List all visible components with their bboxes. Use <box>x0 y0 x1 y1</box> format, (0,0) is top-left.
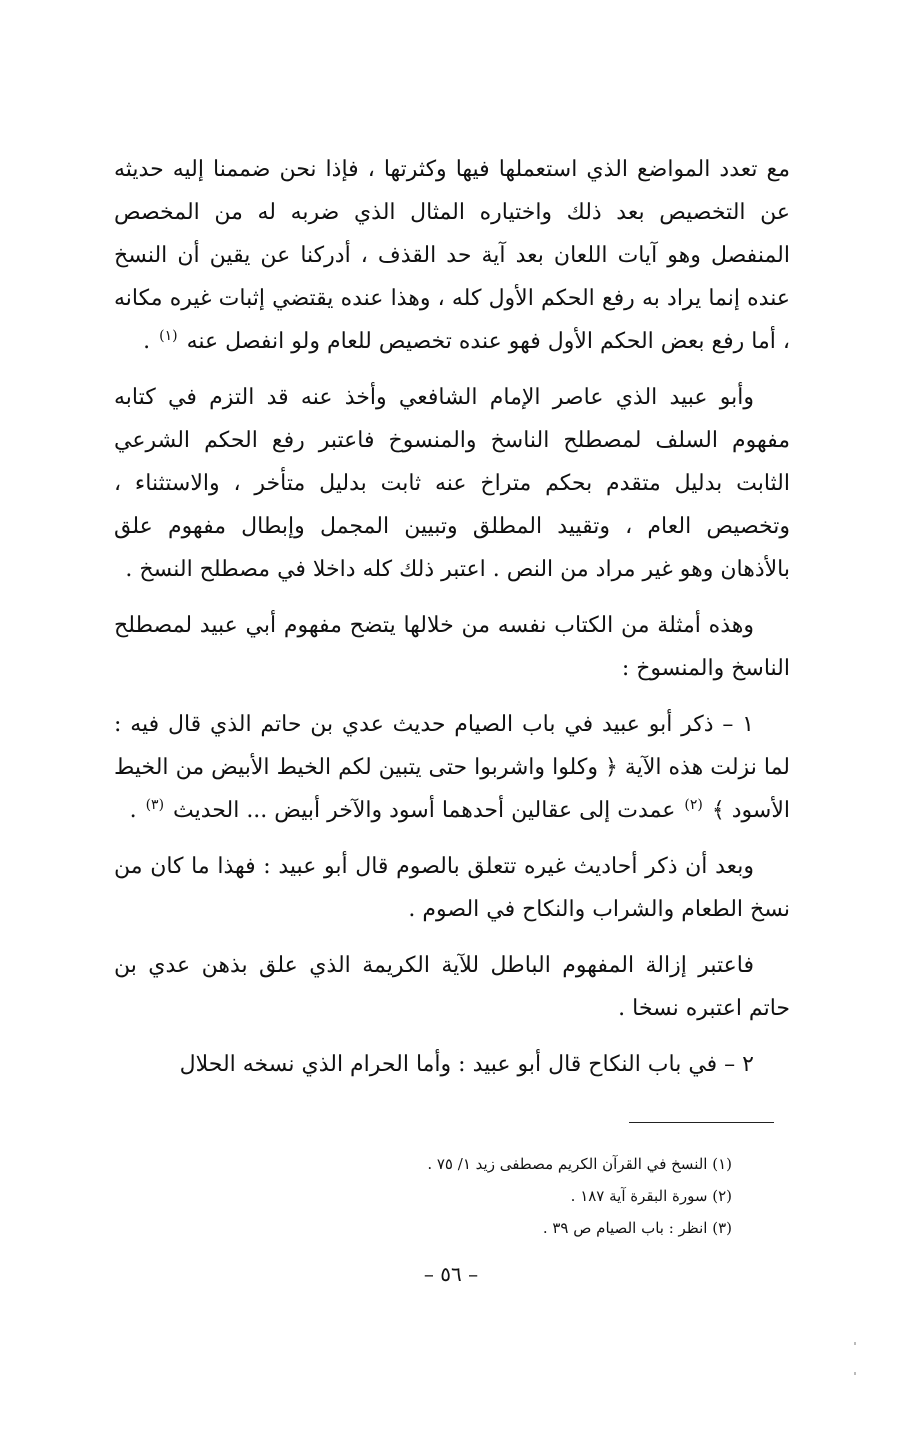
paragraph-6-text: فاعتبر إزالة المفهوم الباطل للآية الكريمة الذي علق بذهن عدي بن حاتم اعتبره نسخا . <box>114 953 790 1021</box>
scan-speck <box>854 1342 856 1345</box>
page-number: – ٥٦ – <box>423 1262 479 1286</box>
paragraph-7 <box>114 1043 790 1086</box>
paragraph-4-text: ١ – ذكر أبو عبيد في باب الصيام حديث عدي بن حاتم الذي قال فيه : لما نزلت هذه الآية ﴿ وكلوا واشربوا حتى يتبين لكم الخيط الأبيض من الخيط الأسود ﴾ <box>114 712 790 823</box>
paragraph-2 <box>114 376 790 591</box>
footnote-ref-2[interactable]: (٢) <box>684 796 703 813</box>
paragraph-3-text: وهذه أمثلة من الكتاب نفسه من خلالها يتضح مفهوم أبي عبيد لمصطلح الناسخ والمنسوخ : <box>114 613 790 681</box>
footnote-ref-3[interactable]: (٣) <box>145 796 165 813</box>
footnotes <box>132 1148 732 1244</box>
paragraph-2-text: وأبو عبيد الذي عاصر الإمام الشافعي وأخذ عنه قد التزم في كتابه مفهوم السلف لمصطلح الناسخ والمنسوخ فاعتبر رفع الحكم الشرعي الثابت بدليل متقدم بحكم متراخ عنه ثابت بدليل متأخر ، والاستثناء ، وتخصيص العام ، وتقييد المطلق وتبيين المجمل وإبطال مفهوم علق بالأذهان وهو غير مراد من النص . اعتبر ذلك كله داخلا في مصطلح النسخ . <box>114 385 790 582</box>
scan-speck <box>854 1372 856 1375</box>
paragraph-1-text: مع تعدد المواضع الذي استعملها فيها وكثرتها ، فإذا نحن ضممنا إليه حديثه عن التخصيص بعد ذلك واختياره المثال الذي ضربه له من المخصص المنفصل وهو آيات اللعان بعد آية حد القذف ، أدركنا عن يقين أن النسخ عنده إنما يراد به رفع الحكم الأول كله ، وهذا عنده يقتضي إثبات غيره مكانه ، أما رفع بعض الحكم الأول فهو عنده تخصيص للعام ولو انفصل عنه <box>114 157 790 354</box>
footnote-3: (٣) انظر : باب الصيام ص ٣٩ . <box>542 1219 732 1237</box>
body-text <box>114 148 790 1099</box>
paragraph-5 <box>114 845 790 931</box>
footnote-2: (٢) سورة البقرة آية ١٨٧ . <box>570 1187 732 1205</box>
paragraph-4-text-cont: عمدت إلى عقالين أحدهما أسود والآخر أبيض ... الحديث <box>173 798 683 823</box>
footnote-ref-1[interactable]: (١) <box>159 327 178 344</box>
footnote-1: (١) النسخ في القرآن الكريم مصطفى زيد ١/ ٧٥ . <box>427 1155 732 1173</box>
paragraph-7-text: ٢ – في باب النكاح قال أبو عبيد : وأما الحرام الذي نسخه الحلال <box>179 1052 754 1077</box>
paragraph-3 <box>114 604 790 690</box>
paragraph-4-end: . <box>129 798 144 823</box>
paragraph-6 <box>114 944 790 1030</box>
paragraph-5-text: وبعد أن ذكر أحاديث غيره تتعلق بالصوم قال أبو عبيد : فهذا ما كان من نسخ الطعام والشراب والنكاح في الصوم . <box>114 854 790 922</box>
paragraph-1-end: . <box>143 329 158 354</box>
footnote-divider <box>629 1122 774 1123</box>
paragraph-1 <box>114 148 790 363</box>
paragraph-4 <box>114 703 790 832</box>
